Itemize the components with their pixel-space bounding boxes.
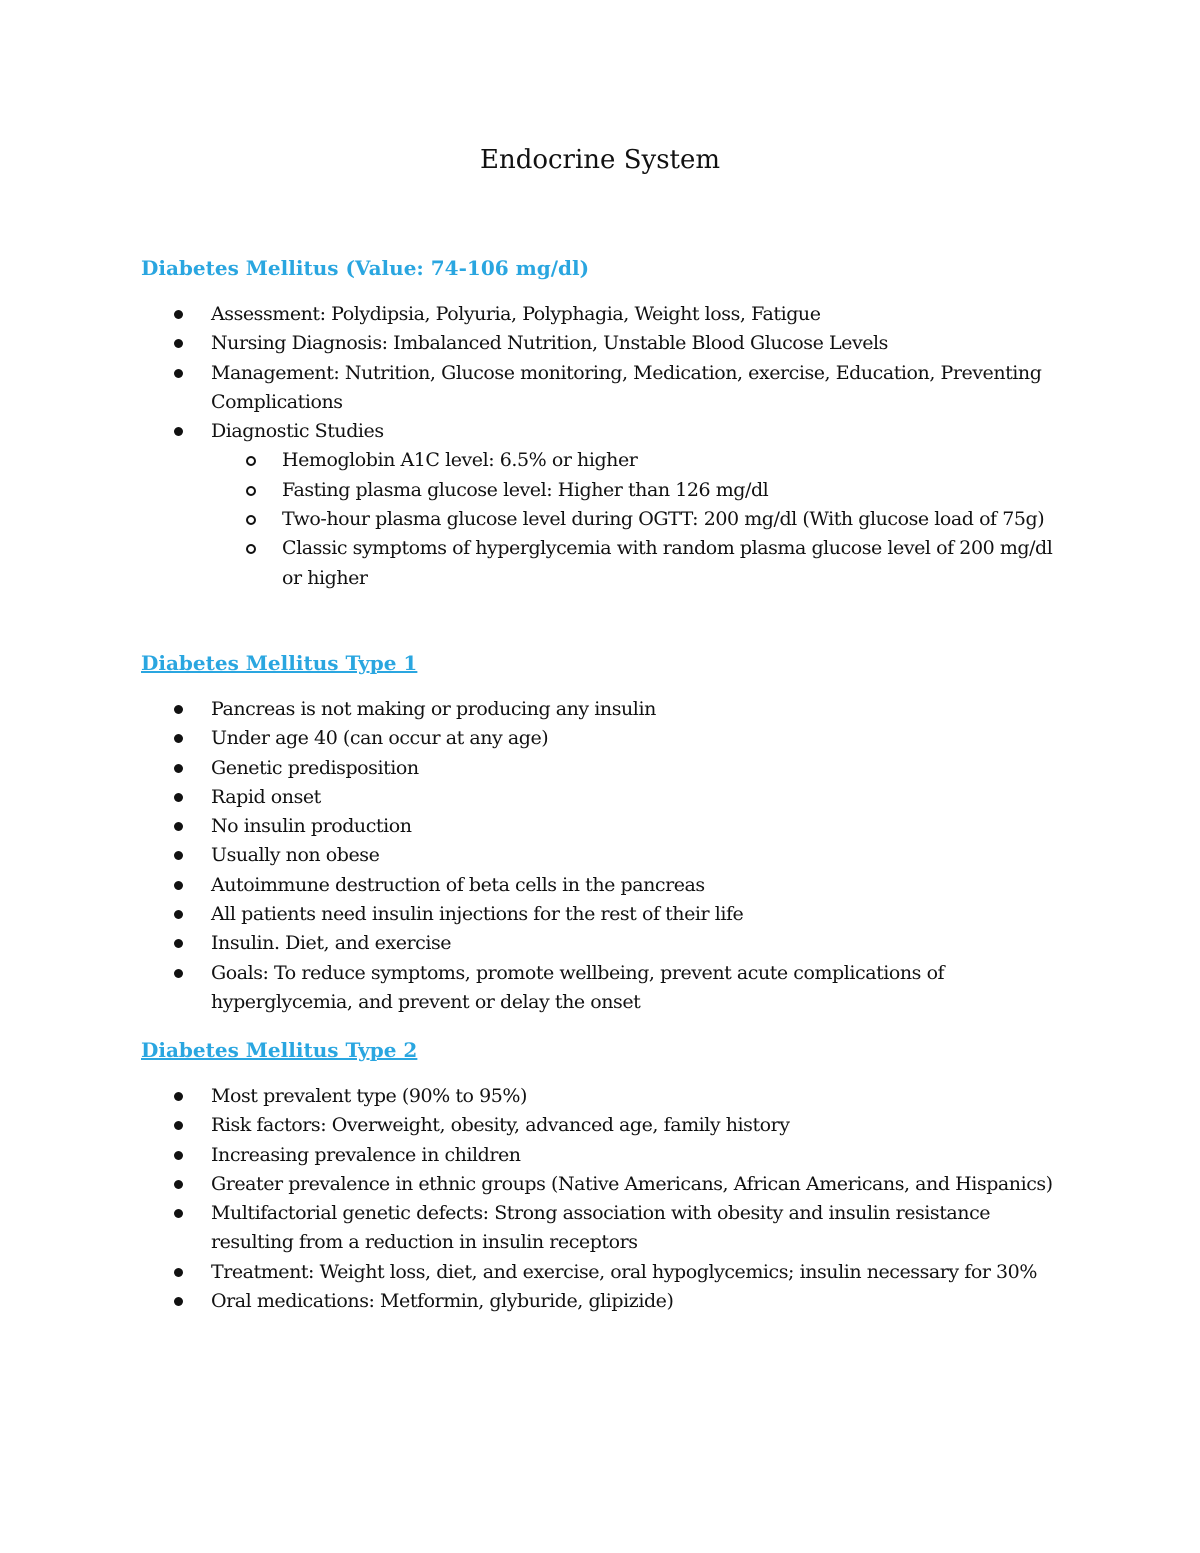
bullet-icon — [174, 1297, 183, 1306]
circle-bullet-icon — [246, 456, 256, 466]
diabetes-mellitus-list — [141, 300, 1071, 593]
bullet-icon — [174, 969, 183, 978]
bullet-icon — [174, 764, 183, 773]
circle-bullet-icon — [246, 486, 256, 496]
list-item: Autoimmune destruction of beta cells in the pancreas — [141, 871, 1071, 900]
bullet-icon — [174, 1180, 183, 1189]
bullet-icon — [174, 1209, 183, 1218]
sub-list-item: Hemoglobin A1C level: 6.5% or higher — [211, 446, 1071, 475]
list-item: Increasing prevalence in children — [141, 1141, 1071, 1170]
bullet-icon — [174, 881, 183, 890]
bullet-icon — [174, 793, 183, 802]
type-1-list — [141, 695, 1071, 1017]
bullet-icon — [174, 1268, 183, 1277]
list-item: Treatment: Weight loss, diet, and exercise, oral hypoglycemics; insulin necessary for 30% — [141, 1258, 1071, 1287]
list-item: Genetic predisposition — [141, 754, 1071, 783]
section-heading-type-1: Diabetes Mellitus Type 1 — [141, 651, 418, 675]
bullet-icon — [174, 910, 183, 919]
type-2-list — [141, 1082, 1071, 1316]
list-item: Risk factors: Overweight, obesity, advanced age, family history — [141, 1111, 1071, 1140]
list-item: Assessment: Polydipsia, Polyuria, Polyphagia, Weight loss, Fatigue — [141, 300, 1071, 329]
list-item: Nursing Diagnosis: Imbalanced Nutrition, Unstable Blood Glucose Levels — [141, 329, 1071, 358]
circle-bullet-icon — [246, 544, 256, 554]
bullet-icon — [174, 705, 183, 714]
document-title: Endocrine System — [479, 145, 721, 175]
bullet-icon — [174, 369, 183, 378]
list-item: No insulin production — [141, 812, 1071, 841]
list-item: Management: Nutrition, Glucose monitoring, Medication, exercise, Education, Preventing Complications — [141, 359, 1071, 418]
bullet-icon — [174, 822, 183, 831]
sub-list-item: Classic symptoms of hyperglycemia with random plasma glucose level of 200 mg/dl or higher — [211, 534, 1071, 593]
bullet-icon — [174, 734, 183, 743]
sub-list-item: Two-hour plasma glucose level during OGTT: 200 mg/dl (With glucose load of 75g) — [211, 505, 1071, 534]
list-item: Usually non obese — [141, 841, 1071, 870]
sub-list-item: Fasting plasma glucose level: Higher than 126 mg/dl — [211, 476, 1071, 505]
list-item: Diagnostic Studies Hemoglobin A1C level: 6.5% or higher Fasting plasma glucose level: Higher than 126 mg/dl Two-hour plasma glucose level during OGTT: 200 mg/dl (With glucose load of 75g) Classic symptoms of hyperglycemia with random plasma glucose level of 200 mg/dl or higher — [141, 417, 1071, 593]
bullet-icon — [174, 339, 183, 348]
list-item: Insulin. Diet, and exercise — [141, 929, 1071, 958]
bullet-icon — [174, 1121, 183, 1130]
list-item: Oral medications: Metformin, glyburide, glipizide) — [141, 1287, 1071, 1316]
list-item: Rapid onset — [141, 783, 1071, 812]
section-heading-type-2: Diabetes Mellitus Type 2 — [141, 1038, 418, 1062]
bullet-icon — [174, 1092, 183, 1101]
list-item: Greater prevalence in ethnic groups (Native Americans, African Americans, and Hispanics) — [141, 1170, 1071, 1199]
bullet-icon — [174, 310, 183, 319]
bullet-icon — [174, 939, 183, 948]
section-heading-diabetes-mellitus: Diabetes Mellitus (Value: 74-106 mg/dl) — [141, 256, 590, 280]
list-item: Goals: To reduce symptoms, promote wellbeing, prevent acute complications of hyperglycemia, and prevent or delay the onset — [141, 959, 1071, 1018]
bullet-icon — [174, 1151, 183, 1160]
list-item: Most prevalent type (90% to 95%) — [141, 1082, 1071, 1111]
bullet-icon — [174, 851, 183, 860]
list-item: All patients need insulin injections for the rest of their life — [141, 900, 1071, 929]
diagnostic-studies-sublist — [211, 446, 1071, 592]
circle-bullet-icon — [246, 515, 256, 525]
list-item: Multifactorial genetic defects: Strong association with obesity and insulin resistance resulting from a reduction in insulin receptors — [141, 1199, 1071, 1258]
list-item: Pancreas is not making or producing any insulin — [141, 695, 1071, 724]
bullet-icon — [174, 427, 183, 436]
list-item: Under age 40 (can occur at any age) — [141, 724, 1071, 753]
